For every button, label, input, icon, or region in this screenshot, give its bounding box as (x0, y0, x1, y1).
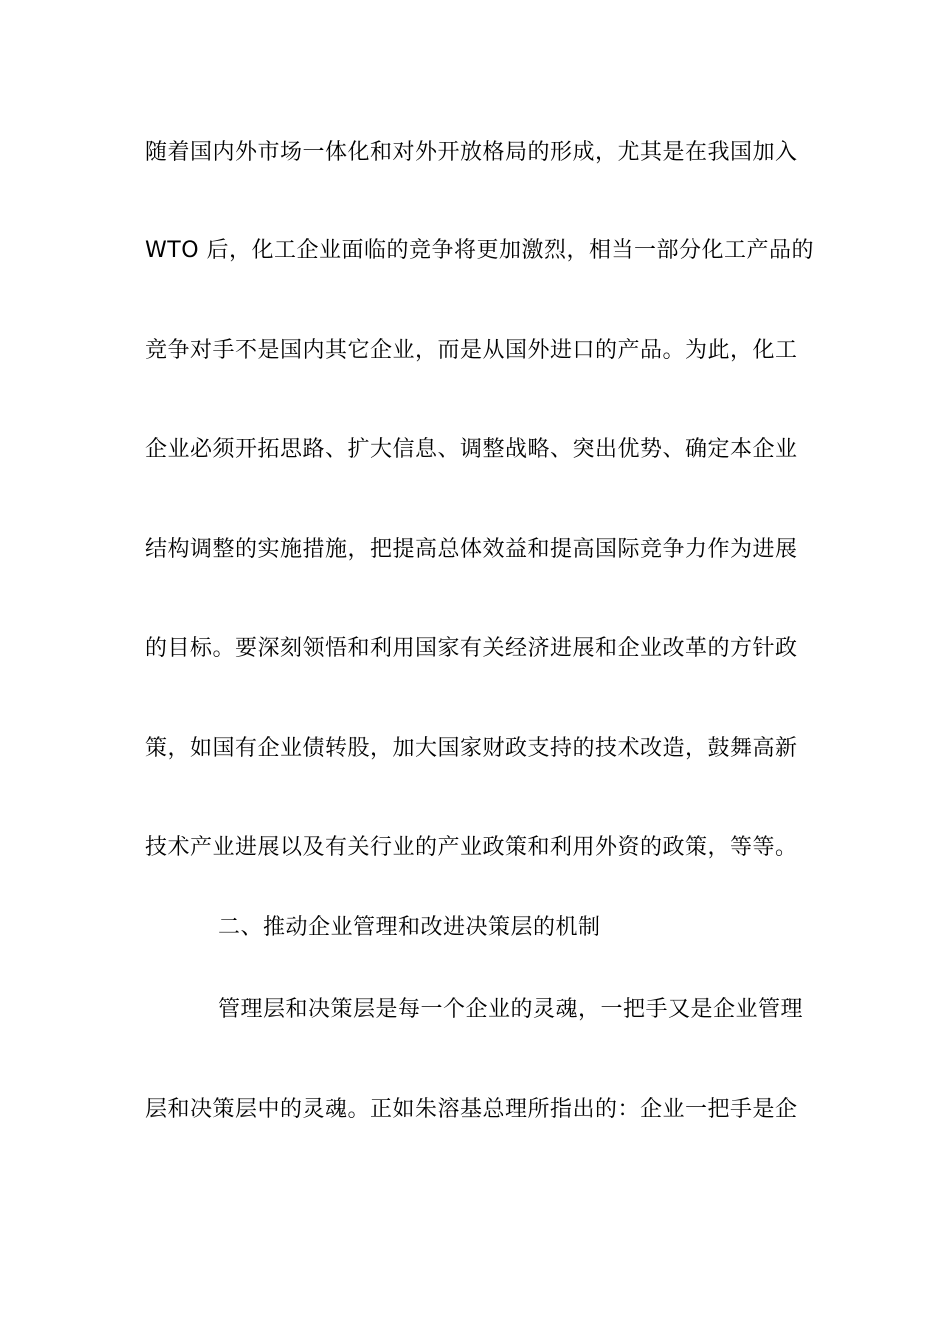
paragraph-line: 企业必须开拓思路、扩大信息、调整战略、突出优势、确定本企业 (145, 437, 798, 462)
paragraph-line: 层和决策层中的灵魂。正如朱溶基总理所指出的：企业一把手是企 (145, 1097, 798, 1122)
section-heading: 二、推动企业管理和改进决策层的机制 (218, 915, 601, 940)
paragraph-line: WTO 后，化工企业面临的竞争将更加激烈，相当一部分化工产品的 (145, 238, 815, 263)
paragraph-line: 技术产业进展以及有关行业的产业政策和利用外资的政策，等等。 (145, 835, 798, 860)
paragraph-line: 随着国内外市场一体化和对外开放格局的形成，尤其是在我国加入 (145, 140, 798, 165)
paragraph-line: 管理层和决策层是每一个企业的灵魂，一把手又是企业管理 (218, 997, 804, 1022)
paragraph-line: 的目标。要深刻领悟和利用国家有关经济进展和企业改革的方针政 (145, 636, 798, 661)
paragraph-line: 竞争对手不是国内其它企业，而是从国外进口的产品。为此，化工 (145, 338, 798, 363)
paragraph-line: 策，如国有企业债转股，加大国家财政支持的技术改造，鼓舞高新 (145, 736, 798, 761)
paragraph-line: 结构调整的实施措施，把提高总体效益和提高国际竞争力作为进展 (145, 537, 798, 562)
